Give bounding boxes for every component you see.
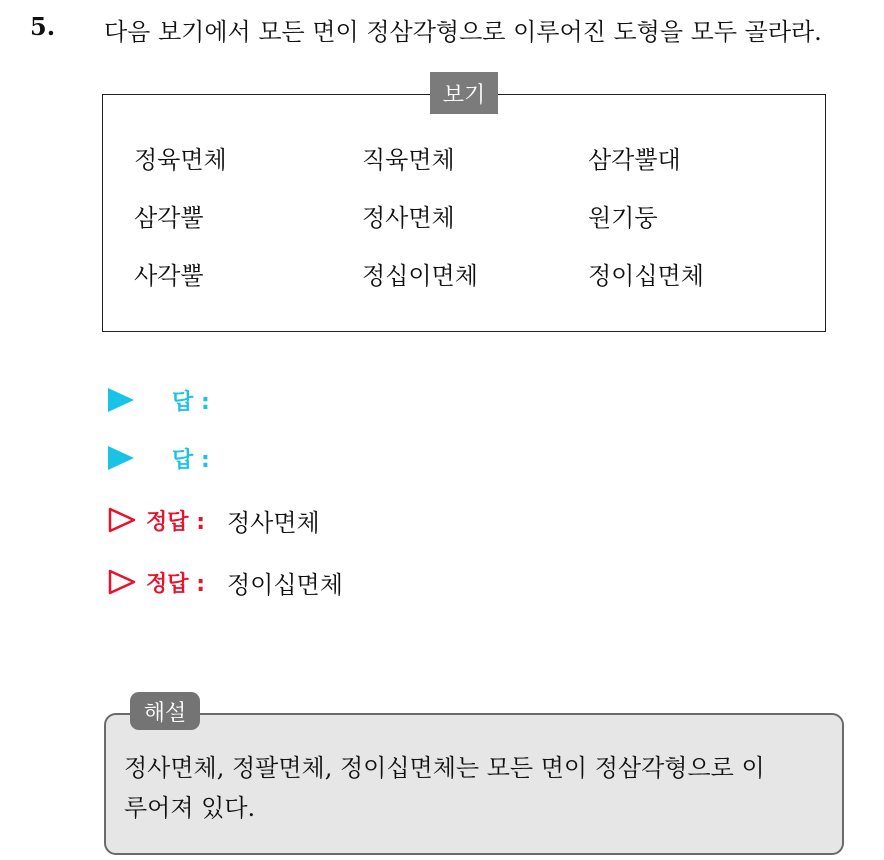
explanation-text — [124, 748, 824, 828]
option-item: 직육면체 — [362, 146, 455, 174]
explanation-label: 해설 — [130, 692, 200, 730]
option-item: 정십이면체 — [362, 262, 478, 290]
correct-value: 정사면체 — [227, 508, 320, 537]
correct-answer-row — [108, 562, 343, 602]
answer-row — [108, 380, 210, 420]
explanation-line: 정사면체, 정팔면체, 정이십면체는 모든 면이 정삼각형으로 이 — [124, 754, 765, 782]
bogi-box — [102, 94, 826, 332]
option-item: 사각뿔 — [134, 262, 204, 290]
filled-triangle-icon — [108, 388, 134, 412]
option-item: 정육면체 — [134, 146, 227, 174]
correct-value: 정이십면체 — [227, 570, 343, 599]
outline-triangle-icon — [108, 569, 136, 595]
correct-label: 정답 : — [146, 509, 205, 535]
question-number: 5. — [30, 12, 56, 41]
option-item: 삼각뿔대 — [588, 146, 681, 174]
explanation-line: 루어져 있다. — [124, 794, 256, 822]
option-item: 정사면체 — [362, 204, 455, 232]
option-item: 정이십면체 — [588, 262, 704, 290]
option-item: 원기둥 — [588, 204, 658, 232]
bogi-label: 보기 — [430, 72, 498, 114]
correct-answer-row — [108, 500, 320, 540]
answer-row — [108, 438, 210, 478]
option-item: 삼각뿔 — [134, 204, 204, 232]
correct-label: 정답 : — [146, 571, 205, 597]
answer-label: 답 : — [172, 447, 210, 473]
question-text: 다음 보기에서 모든 면이 정삼각형으로 이루어진 도형을 모두 골라라. — [104, 18, 822, 46]
answer-label: 답 : — [172, 389, 210, 415]
filled-triangle-icon — [108, 446, 134, 470]
outline-triangle-icon — [108, 507, 136, 533]
